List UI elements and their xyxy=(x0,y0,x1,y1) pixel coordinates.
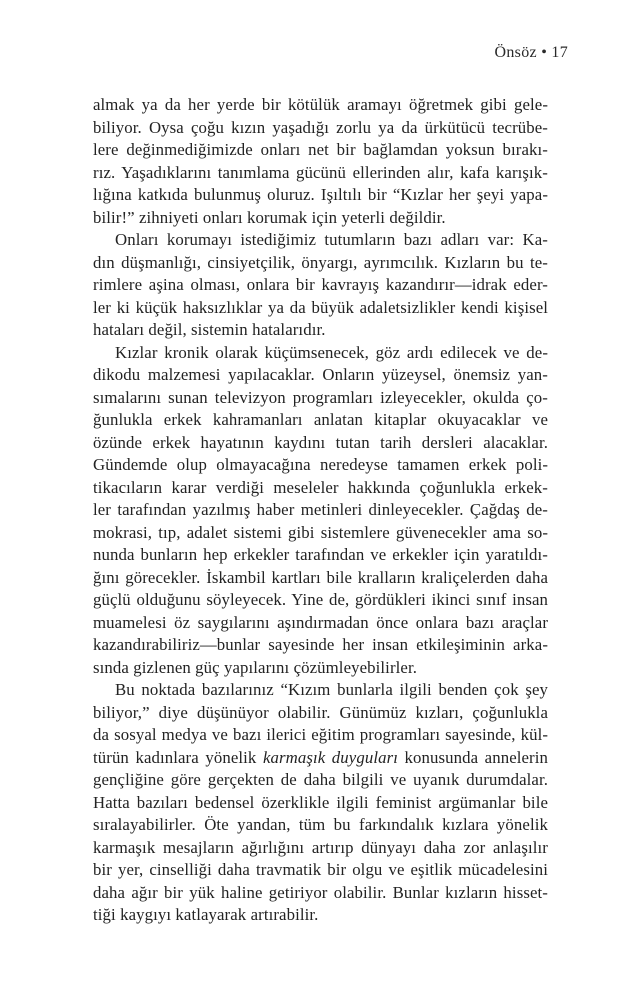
text-line: muamelesi öz saygılarını aşındırmadan önce onlara bazı araçlar xyxy=(93,612,549,632)
text-line: nunda bunların hep erkekler tarafından ve erkekler için yaratıldı- xyxy=(93,545,548,564)
text-line: türün kadınlara yönelik karmaşık duyguları konusunda annelerin xyxy=(93,747,549,767)
text-line: Gündemde olup olmayacağına neredeyse tamamen erkek poli- xyxy=(93,455,549,474)
text-line: da sosyal medya ve bazı ilerici eğitim programları sayesinde, kül- xyxy=(93,725,549,744)
text-line: ler ki küçük haksızlıklar ya da büyük adaletsizlikler kendi kişisel xyxy=(93,297,549,317)
text-line: Hatta bazıları bedensel özerklikle ilgili feminist argümanlar bile xyxy=(93,792,549,812)
text-line: ğını görecekler. İskambil kartları bile kralların kraliçelerden daha xyxy=(93,567,549,587)
text-line: dın düşmanlığı, cinsiyetçilik, önyargı, ayrımcılık. Kızların bu te- xyxy=(93,252,548,272)
body-text xyxy=(93,94,548,927)
text-line: mokrasi, tıp, adalet sistemi gibi sistemlere güvenecekler ama so- xyxy=(93,522,549,542)
text-line: karmaşık mesajların ağırlığını artırıp dünyayı daha zor anlaşılır xyxy=(93,837,548,857)
text-line: hataları değil, sistemin hatalarıdır. xyxy=(93,320,326,339)
text-line: lere değinmediğimizde onları net bir bağlamdan yoksun bırakı- xyxy=(93,140,548,159)
paragraph-2 xyxy=(93,229,548,342)
text-line: sıralayabilirler. Öte yandan, tüm bu farkındalık kızlara yönelik xyxy=(93,815,548,834)
text-line: bilir!” zihniyeti onları korumak için yeterli değildir. xyxy=(93,207,446,227)
text-line: Kızlar kronik olarak küçümsenecek, göz ardı edilecek ve de- xyxy=(115,342,549,362)
text-line: sımalarını sunan televizyon programları izleyecekler, okulda ço- xyxy=(93,387,548,407)
text-line: bir yer, cinselliği daha travmatik bir olgu ve eşitlik mücadelesini xyxy=(93,860,548,879)
text-line: lığına katkıda bulunmuş oluruz. Işıltılı bir “Kızlar her şeyi yapa- xyxy=(93,185,549,204)
text-line: gençliğine göre gerçekten de daha bilgili ve uyanık durumdalar. xyxy=(93,770,549,789)
running-head-text: Önsöz • 17 xyxy=(494,44,568,61)
paragraph-4 xyxy=(93,679,548,927)
text-line: güçlü olduğunu söyleyecek. Yine de, gördükleri ikinci sınıf insan xyxy=(93,590,549,609)
text-line: kazandırabiliriz—bunlar sayesinde her insan etkileşiminin arka- xyxy=(93,635,549,654)
text-line: daha ağır bir yük haline getiriyor olabilir. Bunlar kızların hisset- xyxy=(93,882,548,902)
paragraph-3 xyxy=(93,342,548,680)
text-line: Onları korumayı istediğimiz tutumların bazı adları var: Ka- xyxy=(115,230,548,249)
text-line: sında gizlenen güç yapılarını çözümleyebilirler. xyxy=(93,657,417,677)
running-head xyxy=(0,44,568,62)
paragraph-1 xyxy=(93,94,548,229)
text-line: almak ya da her yerde bir kötülük aramayı öğretmek gibi gele- xyxy=(93,95,549,114)
text-line: ğunlukla erkek kahramanları anlatan kitaplar okuyacaklar ve xyxy=(93,410,549,429)
text-line: rız. Yaşadıklarını tanımlama gücünü ellerinden alır, kafa karışık- xyxy=(93,162,548,182)
text-line: tiği kaygıyı katlayarak artırabilir. xyxy=(93,905,319,924)
text-line: biliyor. Oysa çoğu kızın yaşadığı zorlu ya da ürkütücü tecrübe- xyxy=(93,117,548,137)
text-line: biliyor,” diye düşünüyor olabilir. Günümüz kızları, çoğunlukla xyxy=(93,702,548,722)
text-line: özünde erkek hayatının kaydını tutan tarih dersleri alacaklar. xyxy=(93,432,549,452)
text-line: dikodu malzemesi yapılacaklar. Onların yüzeysel, önemsiz yan- xyxy=(93,365,548,384)
text-line: Bu noktada bazılarınız “Kızım bunlarla ilgili benden çok şey xyxy=(115,680,549,699)
text-line: tikacıların karar verdiği meseleler hakkında çoğunlukla erkek- xyxy=(93,477,548,497)
text-line: rimlere aşina olması, onlara bir kavrayış kazandırır—idrak eder- xyxy=(93,275,548,294)
text-line: ler tarafından yazılmış haber metinleri dinleyecekler. Çağdaş de- xyxy=(93,500,548,519)
